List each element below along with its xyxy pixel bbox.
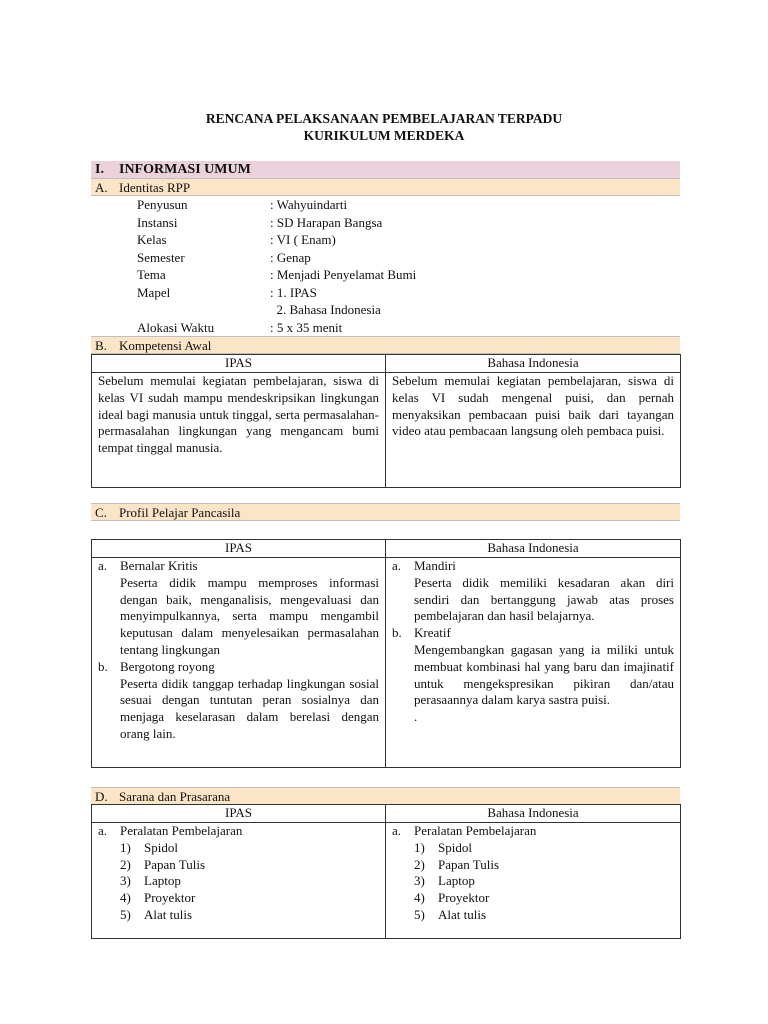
identitas-row [137, 196, 416, 214]
identitas-label: Tema [137, 267, 166, 282]
equipment-item [392, 907, 674, 924]
column-header-ipas: IPAS [92, 805, 386, 823]
item-text: Proyektor [438, 890, 490, 906]
profil-bahasa-cell [386, 558, 681, 768]
list-item [98, 558, 379, 575]
table-header-row [92, 805, 681, 823]
list-item [392, 625, 674, 642]
section-title: Profil Pelajar Pancasila [119, 505, 241, 520]
section-title: Identitas RPP [119, 180, 191, 195]
list-item [392, 558, 674, 575]
table-row [92, 823, 681, 939]
item-label: b. [98, 658, 108, 674]
equipment-item [98, 907, 379, 924]
section-number: B. [95, 338, 107, 353]
item-title: Peralatan Pembelajaran [120, 823, 243, 838]
identitas-value: : Genap [270, 249, 311, 265]
sarana-ipas-cell [92, 823, 386, 939]
section-number: C. [95, 505, 107, 520]
item-number: 3) [120, 873, 131, 889]
equipment-item [98, 857, 379, 874]
item-description: Mengembangkan gagasan yang ia miliki untuk membuat kombinasi hal yang baru dan imajinatif untuk mengekspresikan pikiran dan/atau perasaannya dalam karya sastra puisi. [414, 641, 674, 708]
section-title: Kompetensi Awal [119, 338, 212, 353]
profil-table [91, 539, 681, 768]
item-label: a. [98, 558, 108, 573]
item-number: 4) [414, 890, 425, 906]
list-item [98, 823, 379, 840]
identitas-value: : SD Harapan Bangsa [270, 214, 383, 230]
kompetensi-table [91, 354, 681, 488]
item-title: Peralatan Pembelajaran [414, 823, 537, 838]
identitas-label: Alokasi Waktu [137, 319, 215, 335]
section-informasi-umum-header [91, 161, 680, 179]
identitas-row [137, 249, 416, 267]
item-text: Spidol [438, 839, 472, 855]
item-text: Alat tulis [438, 906, 487, 922]
item-title: Bergotong royong [120, 658, 215, 674]
identitas-label: Semester [137, 249, 185, 265]
column-header-bahasa-indonesia: Bahasa Indonesia [386, 540, 681, 558]
document-title [0, 110, 768, 144]
equipment-item [392, 840, 674, 857]
identitas-value: : VI ( Enam) [270, 232, 336, 247]
column-header-bahasa-indonesia: Bahasa Indonesia [386, 805, 681, 823]
identitas-row [137, 301, 416, 319]
identitas-label [137, 301, 270, 319]
section-profil-header [91, 503, 680, 521]
item-text: Laptop [438, 873, 475, 889]
title-line-2: KURIKULUM MERDEKA [303, 128, 465, 143]
item-description: Peserta didik tanggap terhadap lingkungan sosial sesuai dengan tuntutan peran sosialnya dan menjaga keselarasan dalam berelasi dengan orang lain. [120, 675, 379, 741]
identitas-value: : 1. IPAS [270, 284, 317, 300]
section-kompetensi-header [91, 336, 680, 354]
profil-ipas-cell [92, 558, 386, 768]
item-number: 2) [120, 856, 131, 872]
item-label: a. [392, 558, 402, 573]
item-number: 1) [414, 839, 425, 855]
item-title: Mandiri [414, 558, 456, 573]
section-number: D. [95, 789, 108, 804]
column-header-ipas: IPAS [92, 355, 386, 373]
identitas-row [137, 284, 416, 302]
item-number: 1) [120, 839, 131, 855]
item-text: Papan Tulis [438, 856, 500, 872]
item-description: Peserta didik memiliki kesadaran akan diri sendiri dan bertanggung jawab atas proses pembelajaran dan hasil belajarnya. [414, 574, 674, 624]
sarana-bahasa-cell [386, 823, 681, 939]
equipment-item [392, 890, 674, 907]
kompetensi-bahasa-text: Sebelum memulai kegiatan pembelajaran, siswa di kelas VI sudah mengenal puisi, dan pernah menyaksikan pembacaan puisi baik dari tayangan video atau pembacaan langsung oleh pembaca puisi. [386, 373, 681, 488]
item-label: b. [392, 625, 402, 641]
item-number: 4) [120, 890, 131, 906]
item-text: Alat tulis [144, 906, 193, 922]
sarana-table [91, 804, 681, 939]
identitas-label: Penyusun [137, 197, 188, 212]
list-item [98, 659, 379, 676]
item-label: a. [392, 823, 402, 838]
section-title: Sarana dan Prasarana [119, 789, 231, 804]
item-number: 5) [414, 906, 425, 922]
identitas-row [137, 231, 416, 249]
identitas-value: : Menjadi Penyelamat Bumi [270, 267, 417, 282]
section-sarana-header [91, 787, 680, 805]
equipment-item [98, 873, 379, 890]
trailing-mark: . [414, 709, 418, 725]
kompetensi-ipas-text: Sebelum memulai kegiatan pembelajaran, siswa di kelas VI sudah mampu mendeskripsikan lingkungan ideal bagi manusia untuk tinggal, serta permasalahan-permasalahan lingkungan yang mengancam bumi tempat tinggal manusia. [92, 373, 386, 488]
identitas-value: : Wahyuindarti [270, 197, 348, 212]
equipment-item [98, 890, 379, 907]
identitas-label: Kelas [137, 232, 167, 247]
table-row [92, 373, 681, 488]
item-number: 3) [414, 873, 425, 889]
table-row [92, 558, 681, 768]
identitas-row [137, 319, 416, 337]
title-line-1: RENCANA PELAKSANAAN PEMBELAJARAN TERPADU [205, 111, 563, 126]
identitas-label: Instansi [137, 214, 178, 230]
identitas-value: : 5 x 35 menit [270, 319, 343, 335]
equipment-item [392, 873, 674, 890]
section-title: INFORMASI UMUM [119, 162, 251, 177]
list-item [392, 823, 674, 840]
section-number: A. [95, 180, 108, 195]
item-label: a. [98, 823, 108, 838]
identitas-list [137, 196, 416, 336]
item-title: Bernalar Kritis [120, 558, 198, 573]
equipment-item [392, 857, 674, 874]
identitas-row [137, 266, 416, 284]
section-identitas-header [91, 178, 680, 196]
column-header-bahasa-indonesia: Bahasa Indonesia [386, 355, 681, 373]
section-number: I. [95, 162, 104, 177]
item-text: Spidol [144, 839, 178, 855]
identitas-label: Mapel [137, 284, 171, 300]
item-text: Laptop [144, 873, 181, 889]
identitas-row [137, 214, 416, 232]
item-description: Peserta didik mampu memproses informasi dengan baik, menganalisis, mengevaluasi dan menyimpulkannya, serta mampu mengambil keputusan dalam menyelesaikan permasalahan tentang lingkungan [120, 574, 379, 657]
item-number: 2) [414, 856, 425, 872]
item-text: Papan Tulis [144, 856, 206, 872]
table-header-row [92, 540, 681, 558]
identitas-value: 2. Bahasa Indonesia [270, 302, 381, 317]
table-header-row [92, 355, 681, 373]
item-number: 5) [120, 906, 131, 922]
equipment-item [98, 840, 379, 857]
column-header-ipas: IPAS [92, 540, 386, 558]
item-text: Proyektor [144, 890, 196, 906]
item-title: Kreatif [414, 625, 451, 641]
